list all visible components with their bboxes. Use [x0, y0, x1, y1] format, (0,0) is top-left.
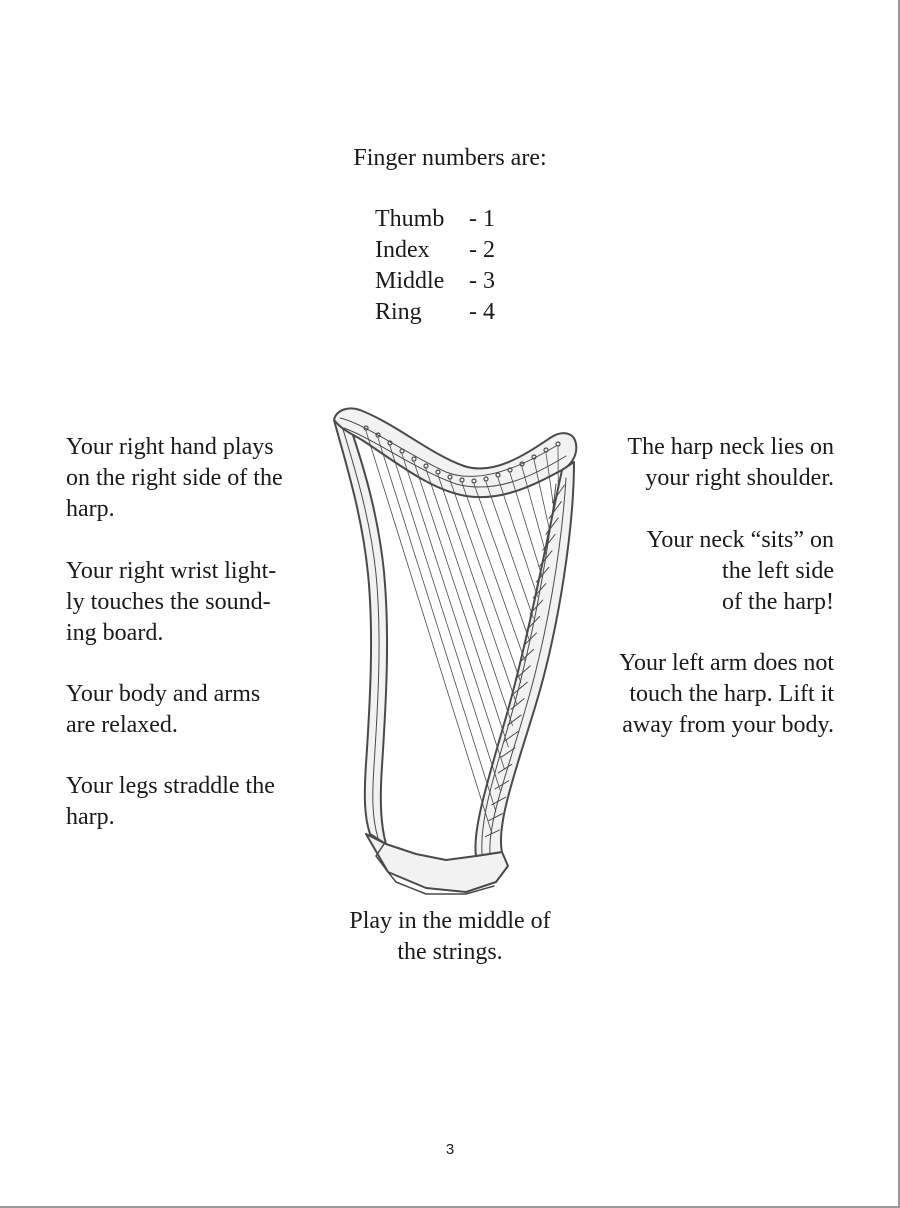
legs-paragraph: [66, 771, 275, 833]
harp-string: [402, 454, 504, 768]
finger-row-ring: [375, 297, 495, 328]
finger-numbers-heading: Finger numbers are:: [353, 145, 547, 171]
finger-row-thumb: [375, 204, 495, 235]
finger-row-index: [375, 235, 495, 266]
text-line: ly touches the sound-: [66, 589, 271, 615]
text-line: Play in the middle of: [349, 908, 551, 934]
text-line: Your neck “sits” on: [646, 527, 834, 553]
text-line: ing board.: [66, 620, 164, 646]
harp-string: [450, 480, 521, 682]
finger-name: Thumb: [375, 206, 445, 232]
finger-name: Ring: [375, 299, 422, 325]
page-number: 3: [445, 1141, 455, 1158]
left-arm-paragraph: [619, 648, 834, 741]
harp-neck-paragraph: [627, 432, 834, 494]
finger-numbers-list: [375, 204, 495, 328]
finger-number: - 2: [469, 237, 495, 263]
right-hand-paragraph: [66, 432, 283, 525]
harp-illustration-icon: [326, 404, 582, 896]
text-line: Your right wrist light-: [66, 558, 277, 584]
text-line: harp.: [66, 496, 115, 522]
harp-string: [486, 482, 533, 618]
text-line: Your body and arms: [66, 681, 261, 707]
harp-string: [438, 475, 517, 704]
harp-string: [498, 478, 537, 597]
neck-sits-paragraph: [646, 525, 834, 618]
body-arms-paragraph: [66, 679, 260, 741]
right-wrist-paragraph: [66, 556, 276, 649]
text-line: the strings.: [397, 939, 503, 965]
finger-number: - 4: [469, 299, 495, 325]
text-line: Your right hand plays: [66, 434, 274, 460]
text-line: away from your body.: [622, 712, 834, 738]
text-line: your right shoulder.: [645, 465, 834, 491]
finger-number: - 1: [469, 206, 495, 232]
finger-name: Middle: [375, 268, 445, 294]
text-line: Your legs straddle the: [66, 773, 275, 799]
text-line: harp.: [66, 804, 115, 830]
text-line: The harp neck lies on: [627, 434, 834, 460]
text-line: touch the harp. Lift it: [629, 681, 834, 707]
text-line: Your left arm does not: [619, 650, 834, 676]
text-line: on the right side of the: [66, 465, 283, 491]
finger-row-middle: [375, 266, 495, 297]
text-line: of the harp!: [722, 589, 834, 615]
play-middle-caption: [0, 906, 900, 968]
finger-number: - 3: [469, 268, 495, 294]
text-line: are relaxed.: [66, 712, 178, 738]
text-line: the left side: [722, 558, 834, 584]
harp-string: [426, 469, 513, 725]
finger-name: Index: [375, 237, 430, 263]
